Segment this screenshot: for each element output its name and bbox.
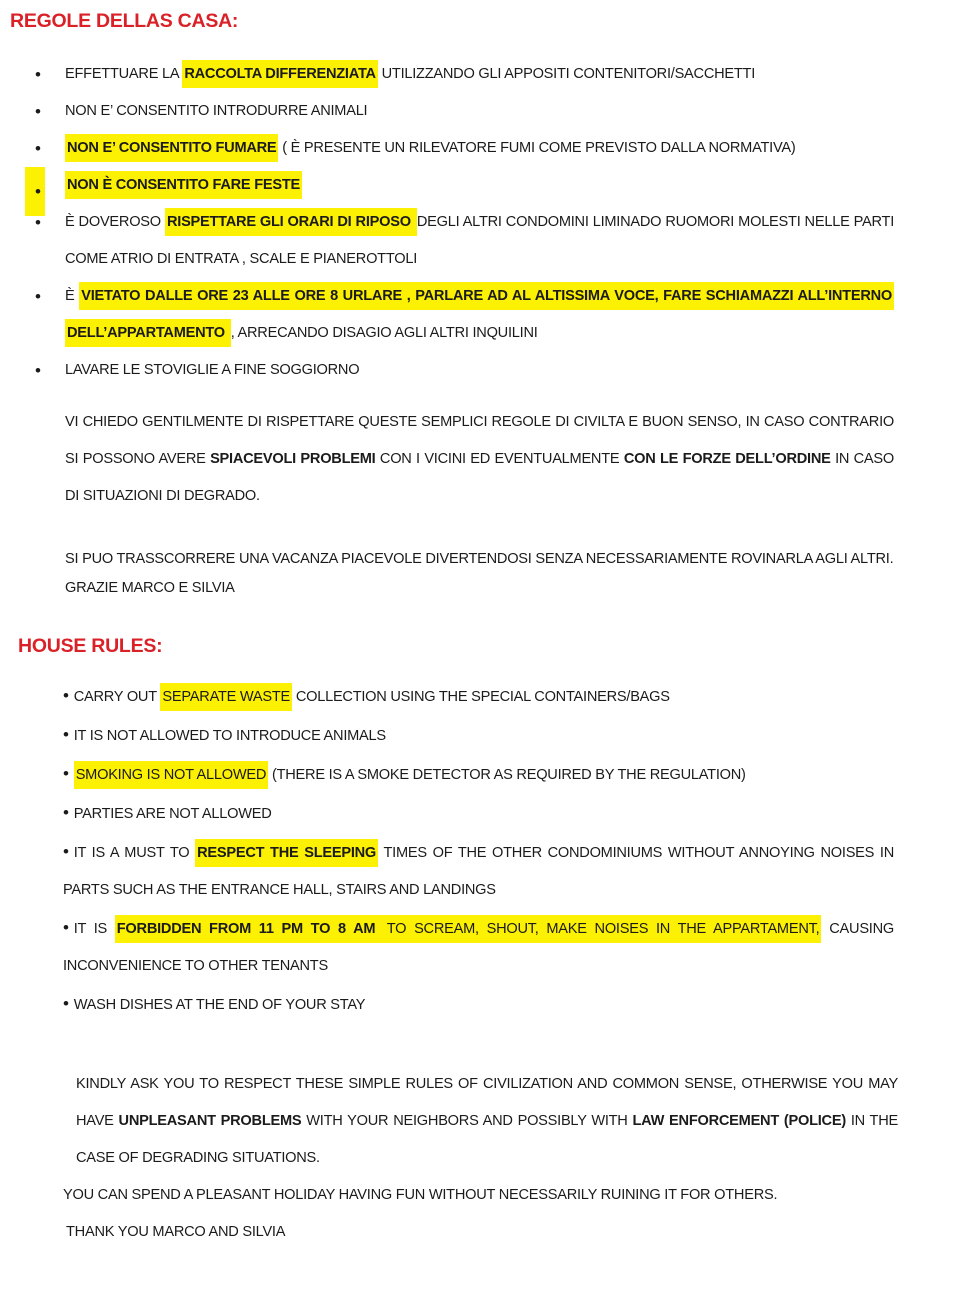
section-heading: HOUSE RULES: [18, 635, 163, 657]
text-run: GRAZIE MARCO E SILVIA [65, 580, 235, 596]
highlighted-text: TO SCREAM, SHOUT, MAKE NOISES IN THE APPARTAMENT, [377, 915, 821, 943]
text-run: WASH DISHES AT THE END OF YOUR STAY [73, 997, 366, 1013]
rule-item [35, 204, 894, 278]
text-run: EFFETTUARE LA [65, 66, 183, 82]
rule-item [35, 278, 894, 352]
bullet-icon: • [35, 287, 41, 306]
bullet-icon: • [35, 213, 41, 232]
text-run: THANK YOU MARCO AND SILVIA [66, 1224, 286, 1240]
text-run: TIMES OF THE OTHER CONDOMINIUMS WITHOUT ANNOYING NOISES IN PARTS SUCH AS THE ENTRANCE HALL, STAIRS AND LANDINGS [63, 845, 894, 898]
highlighted-text: RACCOLTA DIFFERENZIATA [182, 60, 378, 88]
rule-item [63, 677, 894, 716]
bullet-icon: • [63, 842, 69, 861]
paragraph [65, 543, 894, 575]
text-run: IN CASO DI SITUAZIONI DI DEGRADO. [65, 451, 895, 504]
text-run: KINDLY ASK YOU TO RESPECT THESE SIMPLE RULES OF CIVILIZATION AND COMMON SENSE, OTHERWISE YOU MAY HAVE [76, 1076, 898, 1129]
text-run: UTILIZZANDO GLI APPOSITI CONTENITORI/SACCHETTI [377, 66, 756, 82]
rule-item [35, 352, 894, 389]
bullet-icon: • [63, 803, 69, 822]
bullet-icon: • [63, 918, 69, 937]
text-run: DEGLI ALTRI CONDOMINI LIMINADO RUOMORI MOLESTI NELLE PARTI COME ATRIO DI ENTRATA , SCALE E PIANEROTTOLI [65, 214, 894, 267]
bullet-icon: • [35, 102, 41, 121]
text-run: CON I VICINI ED EVENTUALMENTE [375, 451, 624, 467]
paragraph [66, 1214, 894, 1251]
highlighted-text: RISPETTARE GLI ORARI DI RIPOSO [165, 208, 417, 236]
paragraph [76, 1066, 898, 1177]
text-run: NON E’ CONSENTITO INTRODURRE ANIMALI [65, 103, 368, 119]
paragraph [63, 1177, 904, 1214]
bullet-icon: • [25, 167, 45, 216]
highlighted-text: NON E’ CONSENTITO FUMARE [65, 134, 278, 162]
text-run: VI CHIEDO GENTILMENTE DI RISPETTARE QUESTE SEMPLICI REGOLE DI CIVILTA E BUON SENSO, IN CASO CONTRARIO SI POSSONO AVERE [65, 414, 894, 467]
rule-item [63, 755, 894, 794]
rule-item [63, 716, 894, 755]
bold-text: SPIACEVOLI PROBLEMI [210, 451, 376, 467]
highlighted-text: SMOKING IS NOT ALLOWED [74, 761, 268, 789]
text-run: IT IS [73, 921, 115, 937]
highlighted-text: VIETATO DALLE ORE 23 ALLE ORE 8 URLARE , PARLARE AD AL ALTISSIMA VOCE, FARE SCHIAMAZZI ALL’INTERNO DELL’APPARTAMENTO [65, 282, 894, 347]
rule-item [35, 93, 894, 130]
text-run: LAVARE LE STOVIGLIE A FINE SOGGIORNO [65, 362, 360, 378]
highlighted-text: SEPARATE WASTE [160, 683, 292, 711]
rule-item [35, 130, 894, 167]
rule-item [63, 985, 894, 1024]
bullet-icon: • [63, 725, 69, 744]
bullet-icon: • [63, 764, 69, 783]
bold-text: CON LE FORZE DELL’ORDINE [623, 451, 831, 467]
bold-text: LAW ENFORCEMENT (POLICE) [632, 1113, 846, 1129]
text-run: WITH YOUR NEIGHBORS AND POSSIBLY WITH [301, 1113, 633, 1129]
text-run: CARRY OUT [73, 689, 161, 705]
text-run: CAUSING INCONVENIENCE TO OTHER TENANTS [63, 921, 894, 974]
rule-item [35, 167, 894, 204]
text-run: È [65, 288, 80, 304]
highlighted-text: FORBIDDEN FROM 11 PM TO 8 AM [115, 915, 378, 943]
bold-text: UNPLEASANT PROBLEMS [118, 1113, 302, 1129]
rule-item [35, 56, 894, 93]
text-run: IT IS A MUST TO [73, 845, 196, 861]
text-run: ( È PRESENTE UN RILEVATORE FUMI COME PREVISTO DALLA NORMATIVA) [278, 140, 796, 156]
rule-item [63, 794, 894, 833]
bullet-icon: • [35, 361, 41, 380]
rule-item [63, 833, 894, 909]
bullet-icon: • [63, 994, 69, 1013]
rule-item [63, 909, 894, 985]
text-run: IT IS NOT ALLOWED TO INTRODUCE ANIMALS [73, 728, 386, 744]
text-run: (THERE IS A SMOKE DETECTOR AS REQUIRED BY THE REGULATION) [268, 767, 746, 783]
text-run: YOU CAN SPEND A PLEASANT HOLIDAY HAVING FUN WITHOUT NECESSARILY RUINING IT FOR OTHERS. [63, 1187, 778, 1203]
section-heading: REGOLE DELLAS CASA: [10, 10, 239, 32]
text-run: PARTIES ARE NOT ALLOWED [73, 806, 272, 822]
text-run: COLLECTION USING THE SPECIAL CONTAINERS/BAGS [292, 689, 670, 705]
text-run: SI PUO TRASSCORRERE UNA VACANZA PIACEVOLE DIVERTENDOSI SENZA NECESSARIAMENTE ROVINARLA AGLI ALTRI. [65, 551, 894, 567]
paragraph [65, 575, 894, 602]
highlighted-text: NON È CONSENTITO FARE FESTE [65, 171, 302, 199]
paragraph [65, 404, 894, 515]
bullet-icon: • [35, 139, 41, 158]
bullet-icon: • [35, 65, 41, 84]
text-run: , ARRECANDO DISAGIO AGLI ALTRI INQUILINI [230, 325, 538, 341]
bullet-icon: • [63, 686, 69, 705]
text-run: IN THE CASE OF DEGRADING SITUATIONS. [76, 1113, 898, 1166]
highlighted-text: RESPECT THE SLEEPING [195, 839, 378, 867]
text-run: È DOVEROSO [65, 214, 165, 230]
